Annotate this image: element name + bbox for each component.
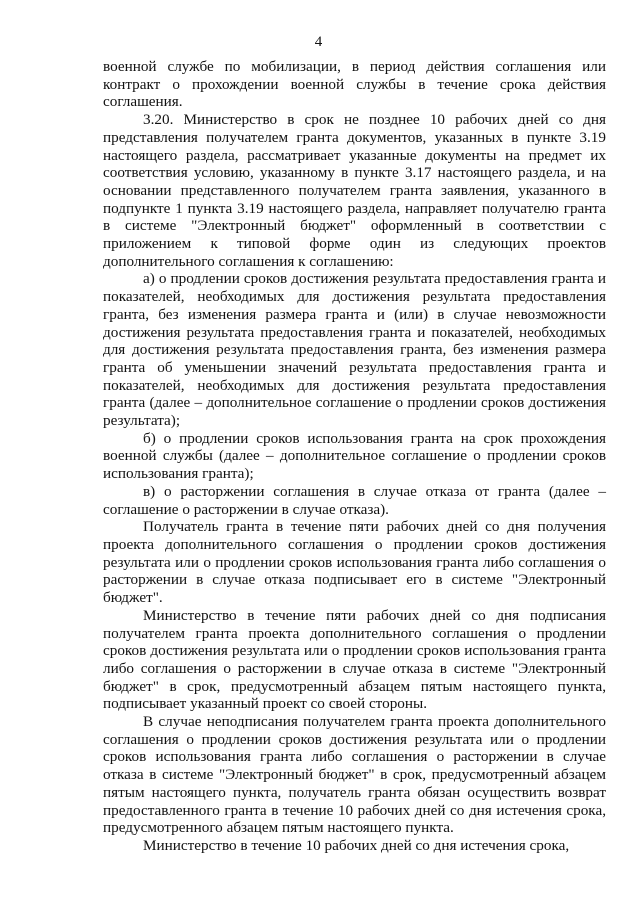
paragraph-ministry-signs: Министерство в течение пяти рабочих дней со дня подписания получателем гранта проекта дополнительного соглашения о продлении сроков достижения результата или о продлении сроков использования гранта либо соглашения о расторжении в случае отказа в системе "Электронный бюджет" в срок, предусмотренный абзацем пятым настоящего пункта, подписывает указанный проект со своей стороны. (103, 606, 606, 713)
paragraph-continuation: военной службе по мобилизации, в период действия соглашения или контракт о прохождении военной службы в течение срока действия соглашения. (103, 58, 606, 111)
paragraph-item-b: б) о продлении сроков использования гранта на срок прохождения военной службы (далее – дополнительное соглашение о продлении сроков использования гранта); (103, 429, 606, 483)
document-body (103, 58, 606, 855)
paragraph-grant-recipient-signs: Получатель гранта в течение пяти рабочих дней со дня получения проекта дополнительного соглашения о продлении сроков достижения результата или о продлении сроков использования гранта либо соглашения о расторжении в случае отказа подписывает его в системе "Электронный бюджет". (103, 518, 606, 607)
page-number: 4 (314, 34, 323, 50)
paragraph-item-a: а) о продлении сроков достижения результата предоставления гранта и показателей, необходимых для достижения результата предоставления гранта, без изменения размера гранта и (или) в случае невозможности достижения результата предоставления гранта и показателей, необходимых для достижения результата предоставления гранта, без изменения размера гранта об уменьшении значений результата предоставления гранта и показателей, необходимых для достижения результата предоставления гранта (далее – дополнительное соглашение о продлении сроков достижения результата); (103, 270, 606, 430)
paragraph-clause-3-20: 3.20. Министерство в срок не позднее 10 рабочих дней со дня представления получателем гранта документов, указанных в пункте 3.19 настоящего раздела, рассматривает указанные документы на предмет их соответствия условию, указанному в пункте 3.17 настоящего раздела, и на основании представленного получателем гранта заявления, указанного в подпункте 1 пункта 3.19 настоящего раздела, направляет получателю гранта в системе "Электронный бюджет" оформленный в соответствии с приложением к типовой форме один из следующих проектов дополнительного соглашения к соглашению: (103, 111, 606, 270)
paragraph-non-signing: В случае неподписания получателем гранта проекта дополнительного соглашения о продлении сроков достижения результата или о продлении сроков использования гранта либо соглашения о расторжении в случае отказа в системе "Электронный бюджет" в срок, предусмотренный абзацем пятым настоящего пункта, получатель гранта обязан осуществить возврат предоставленного гранта в течение 10 рабочих дней со дня истечения срока, предусмотренного абзацем пятым настоящего пункта. (103, 713, 606, 837)
paragraph-ministry-deadline: Министерство в течение 10 рабочих дней со дня истечения срока, (143, 836, 570, 854)
paragraph-item-v: в) о расторжении соглашения в случае отказа от гранта (далее – соглашение о расторжении в случае отказа). (103, 482, 606, 518)
